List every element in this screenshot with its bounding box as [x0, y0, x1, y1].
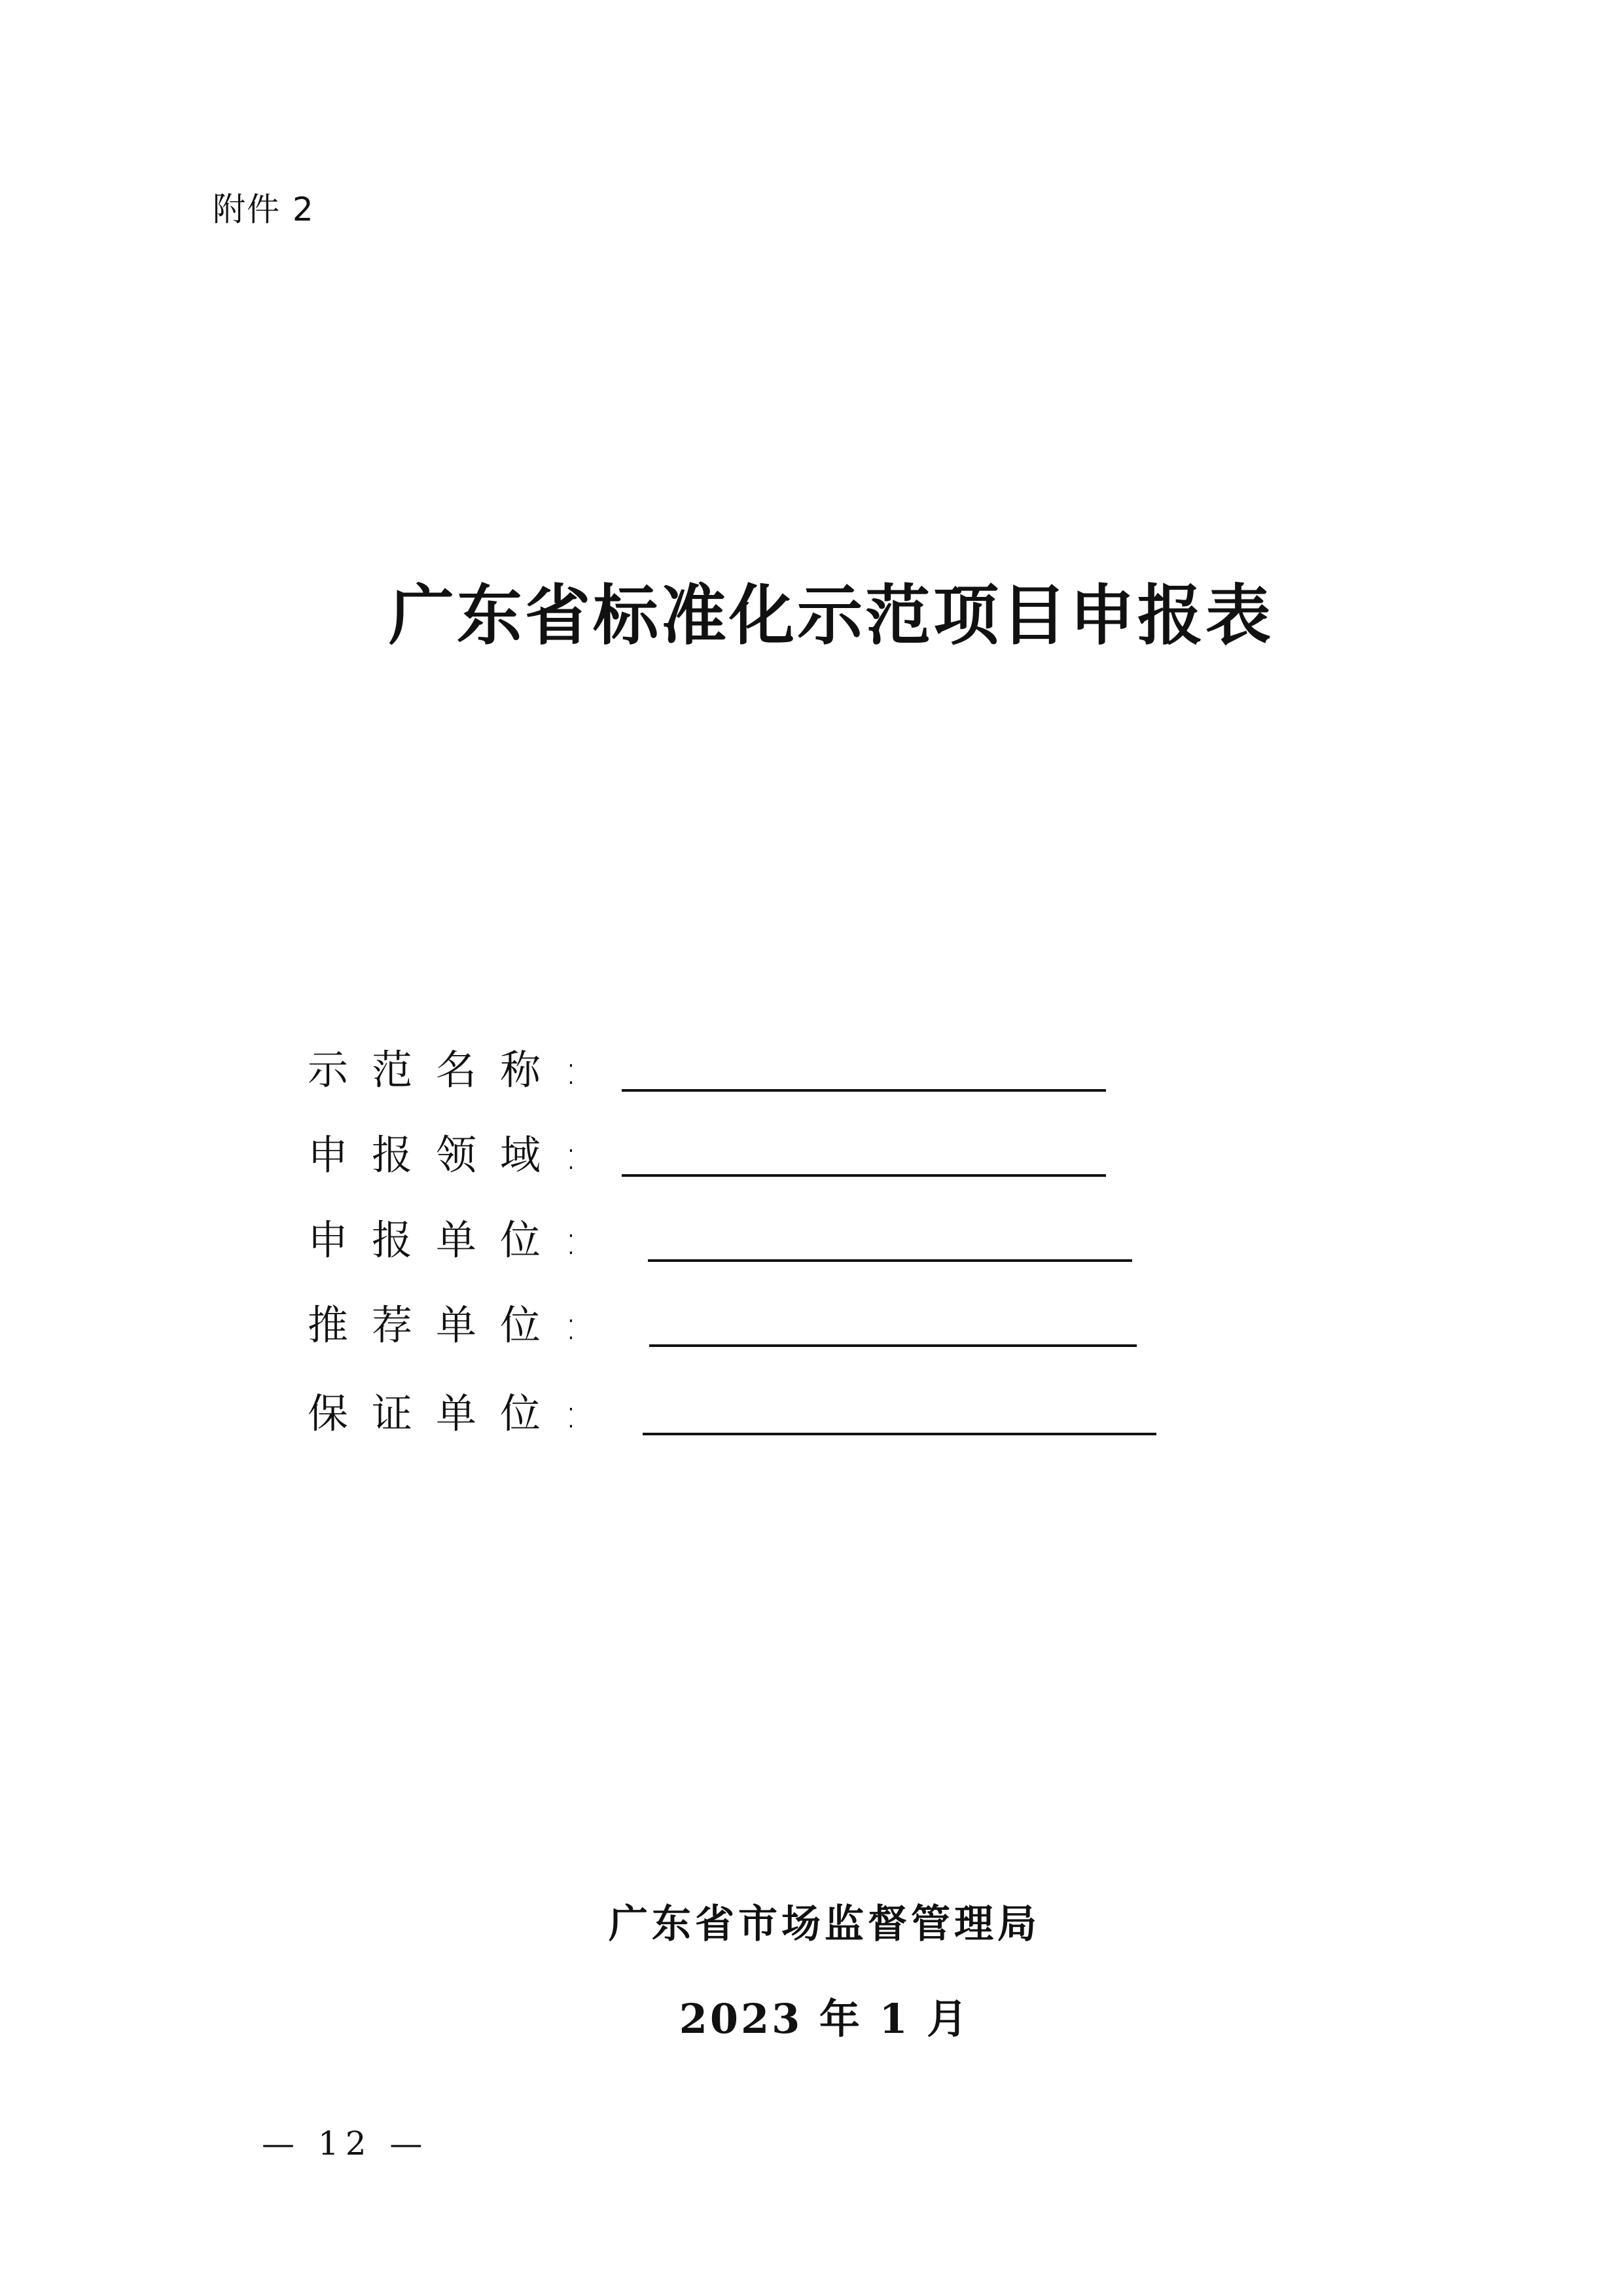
- form-row-domain: [0, 1126, 1623, 1185]
- form-row-recommender: [0, 1296, 1623, 1355]
- field-label-demo-name: 示范名称:: [308, 1046, 601, 1094]
- attachment-label: 附件 2: [213, 190, 315, 228]
- field-label-guarantor: 保证单位:: [308, 1390, 601, 1437]
- form-row-demo-name: [0, 1041, 1623, 1100]
- issue-date: 2023 年 1 月: [679, 1995, 971, 2043]
- demo-name-input-line[interactable]: [622, 1089, 1106, 1092]
- form-row-applicant: [0, 1211, 1623, 1270]
- field-label-domain: 申报领域:: [308, 1131, 601, 1179]
- document-title: 广东省标准化示范项目申报表: [389, 577, 1274, 654]
- issuer-name: 广东省市场监督管理局: [609, 1901, 1041, 1947]
- form-row-guarantor: [0, 1384, 1623, 1443]
- recommender-input-line[interactable]: [649, 1344, 1137, 1347]
- domain-input-line[interactable]: [622, 1174, 1106, 1177]
- page-number: — 12 —: [262, 2125, 429, 2162]
- field-label-recommender: 推荐单位:: [308, 1301, 601, 1349]
- applicant-input-line[interactable]: [648, 1259, 1132, 1262]
- field-label-applicant: 申报单位:: [308, 1216, 601, 1264]
- guarantor-input-line[interactable]: [643, 1433, 1156, 1435]
